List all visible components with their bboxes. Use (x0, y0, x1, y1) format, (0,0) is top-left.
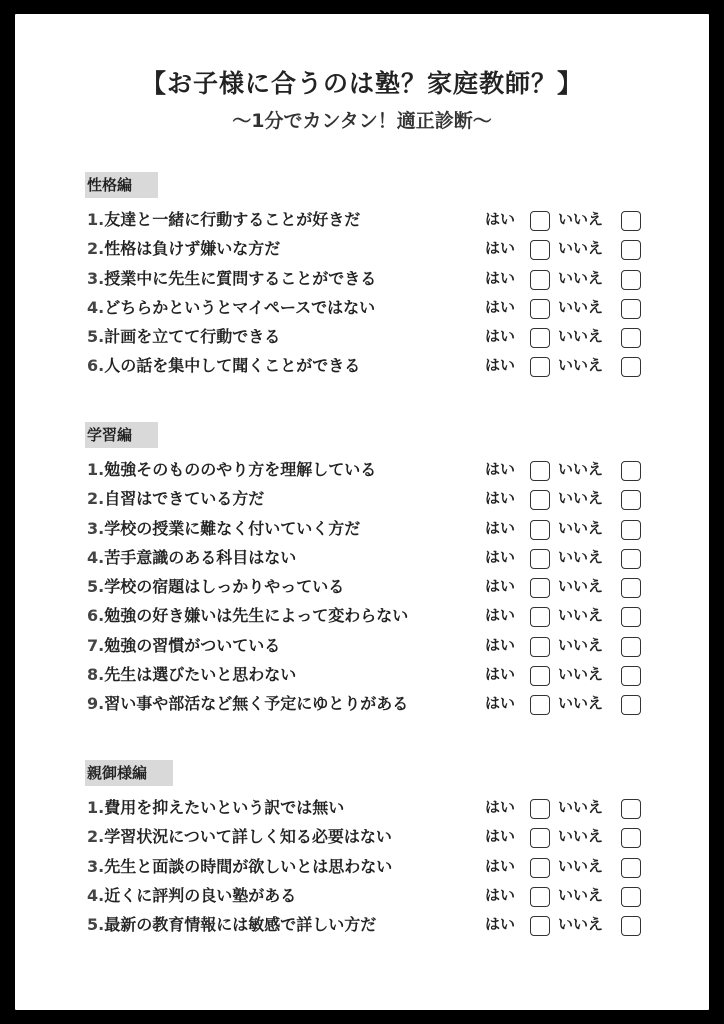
answer-yes-label: はい (485, 239, 516, 258)
question-text (87, 264, 376, 293)
question-label: 自習はできている方だ (104, 489, 265, 509)
question-number: 1. (87, 460, 105, 479)
answer-no-checkbox[interactable] (621, 549, 641, 569)
question-number: 1. (87, 798, 105, 817)
question-label: 性格は負けず嫌いな方だ (104, 239, 281, 259)
answer-yes-checkbox[interactable] (530, 299, 550, 319)
answer-yes-label: はい (485, 356, 516, 375)
answer-yes-label: はい (485, 635, 516, 654)
page-title: 【お子様に合うのは塾？家庭教師？】 (140, 69, 583, 98)
question-row (85, 205, 685, 234)
section-parents (85, 760, 685, 939)
answer-yes-label: はい (485, 827, 516, 846)
answer-no-label: いいえ (558, 239, 604, 258)
answer-no-checkbox[interactable] (621, 637, 641, 657)
question-row (85, 351, 685, 380)
answer-no-label: いいえ (558, 635, 604, 654)
answer-yes-checkbox[interactable] (530, 461, 550, 481)
question-number: 7. (87, 635, 105, 655)
answer-no-checkbox[interactable] (621, 490, 641, 510)
question-number: 5. (87, 577, 105, 597)
answer-no-label: いいえ (558, 518, 604, 537)
question-label: 費用を抑えたいという訳では無い (104, 798, 345, 817)
question-row (85, 484, 685, 513)
question-label: 最新の教育情報には敏感で詳しい方だ (104, 915, 377, 935)
answer-no-checkbox[interactable] (621, 299, 641, 319)
answer-no-checkbox[interactable] (621, 270, 641, 290)
answer-no-label: いいえ (558, 460, 604, 478)
question-label: 授業中に先生に質問することができる (104, 268, 377, 288)
question-row (85, 793, 685, 822)
question-row (85, 852, 685, 881)
question-number: 1. (87, 210, 105, 229)
answer-yes-checkbox[interactable] (530, 357, 550, 377)
answer-no-checkbox[interactable] (621, 858, 641, 878)
answer-no-label: いいえ (558, 210, 604, 228)
question-row (85, 660, 685, 689)
question-text (87, 322, 280, 351)
question-label: 学習状況について詳しく知る必要はない (104, 827, 392, 847)
question-label: 習い事や部活など無く予定にゆとりがある (104, 694, 409, 714)
worksheet-page (15, 14, 709, 1010)
answer-yes-checkbox[interactable] (530, 270, 550, 290)
question-text (87, 514, 360, 543)
section-study (85, 422, 685, 719)
question-number: 9. (87, 694, 105, 714)
answer-no-checkbox[interactable] (621, 240, 641, 260)
answer-no-checkbox[interactable] (621, 578, 641, 598)
question-text (87, 351, 360, 380)
answer-no-label: いいえ (558, 827, 604, 846)
answer-yes-label: はい (485, 297, 516, 316)
question-row (85, 631, 685, 660)
question-label: 人の話を集中して聞くことができる (104, 356, 361, 376)
answer-yes-checkbox[interactable] (530, 695, 550, 715)
answer-no-label: いいえ (558, 665, 604, 684)
question-number: 2. (87, 239, 105, 259)
question-text (87, 601, 408, 630)
answer-yes-label: はい (485, 606, 516, 625)
answer-yes-label: はい (485, 915, 516, 934)
answer-no-label: いいえ (558, 297, 604, 316)
answer-no-label: いいえ (558, 606, 604, 625)
question-row (85, 572, 685, 601)
question-text (87, 631, 280, 660)
section-personality (85, 172, 685, 381)
answer-yes-checkbox[interactable] (530, 916, 550, 936)
question-number: 2. (87, 827, 105, 847)
question-row (85, 264, 685, 293)
answer-yes-label: はい (485, 547, 516, 566)
answer-no-label: いいえ (558, 694, 604, 713)
answer-no-checkbox[interactable] (621, 799, 641, 819)
answer-yes-checkbox[interactable] (530, 666, 550, 686)
answer-yes-label: はい (485, 327, 516, 346)
answer-yes-checkbox[interactable] (530, 578, 550, 598)
answer-no-label: いいえ (558, 856, 604, 875)
section-label: 学習編 (85, 422, 158, 448)
question-text (87, 822, 392, 851)
answer-no-label: いいえ (558, 547, 604, 566)
question-label: 苦手意識のある科目はない (104, 547, 297, 567)
question-text (87, 793, 344, 822)
answer-no-checkbox[interactable] (621, 828, 641, 848)
answer-yes-label: はい (485, 694, 516, 713)
question-row (85, 601, 685, 630)
section-label: 親御様編 (85, 760, 173, 786)
question-text (87, 455, 376, 484)
answer-yes-label: はい (485, 268, 516, 287)
question-text (87, 910, 376, 939)
question-row (85, 514, 685, 543)
answer-no-checkbox[interactable] (621, 695, 641, 715)
answer-no-label: いいえ (558, 268, 604, 287)
question-label: 先生と面談の時間が欲しいとは思わない (104, 856, 393, 876)
question-row (85, 822, 685, 851)
question-number: 6. (87, 356, 105, 376)
question-label: 友達と一緒に行動することが好きだ (104, 210, 361, 229)
answer-yes-label: はい (485, 798, 516, 816)
answer-no-checkbox[interactable] (621, 887, 641, 907)
question-number: 3. (87, 518, 105, 538)
answer-no-checkbox[interactable] (621, 520, 641, 540)
question-number: 2. (87, 489, 105, 509)
question-number: 4. (87, 547, 105, 567)
answer-yes-checkbox[interactable] (530, 328, 550, 348)
question-text (87, 689, 408, 718)
question-row (85, 689, 685, 718)
answer-yes-label: はい (485, 518, 516, 537)
answer-yes-label: はい (485, 577, 516, 596)
question-text (87, 234, 280, 263)
question-number: 3. (87, 856, 105, 876)
question-row (85, 543, 685, 572)
answer-yes-label: はい (485, 665, 516, 684)
answer-no-label: いいえ (558, 798, 604, 816)
answer-yes-checkbox[interactable] (530, 858, 550, 878)
answer-no-checkbox[interactable] (621, 461, 641, 481)
answer-yes-checkbox[interactable] (530, 887, 550, 907)
answer-yes-checkbox[interactable] (530, 607, 550, 627)
question-label: どちらかというとマイペースではない (104, 297, 376, 317)
question-label: 近くに評判の良い塾がある (104, 885, 297, 905)
question-text (87, 484, 264, 513)
answer-no-checkbox[interactable] (621, 211, 641, 231)
question-number: 8. (87, 665, 105, 685)
answer-yes-checkbox[interactable] (530, 240, 550, 260)
answer-no-checkbox[interactable] (621, 666, 641, 686)
question-number: 6. (87, 606, 105, 626)
answer-yes-checkbox[interactable] (530, 490, 550, 510)
answer-yes-checkbox[interactable] (530, 549, 550, 569)
question-label: 学校の宿題はしっかりやっている (104, 577, 345, 597)
question-row (85, 881, 685, 910)
question-row (85, 293, 685, 322)
answer-no-checkbox[interactable] (621, 916, 641, 936)
answer-yes-label: はい (485, 460, 516, 478)
question-text (87, 881, 296, 910)
answer-yes-label: はい (485, 210, 516, 228)
question-number: 4. (87, 885, 105, 905)
answer-no-checkbox[interactable] (621, 607, 641, 627)
question-label: 勉強そのもののやり方を理解している (104, 460, 377, 479)
question-row (85, 455, 685, 484)
answer-yes-checkbox[interactable] (530, 520, 550, 540)
question-label: 学校の授業に難なく付いていく方だ (104, 518, 361, 538)
answer-no-label: いいえ (558, 356, 604, 375)
question-label: 勉強の好き嫌いは先生によって変わらない (104, 606, 409, 626)
section-label: 性格編 (85, 172, 158, 198)
answer-yes-label: はい (485, 856, 516, 875)
question-row (85, 910, 685, 939)
answer-no-checkbox[interactable] (621, 328, 641, 348)
answer-yes-checkbox[interactable] (530, 799, 550, 819)
answer-no-label: いいえ (558, 327, 604, 346)
answer-no-label: いいえ (558, 489, 604, 508)
question-text (87, 572, 344, 601)
page-subtitle: 〜1分でカンタン！適正診断〜 (232, 110, 492, 132)
answer-no-label: いいえ (558, 577, 604, 596)
question-label: 勉強の習慣がついている (104, 635, 281, 655)
answer-no-label: いいえ (558, 915, 604, 934)
answer-yes-label: はい (485, 885, 516, 904)
question-row (85, 234, 685, 263)
answer-yes-checkbox[interactable] (530, 828, 550, 848)
question-text (87, 293, 375, 322)
question-text (87, 205, 360, 234)
question-number: 4. (87, 297, 105, 317)
answer-yes-label: はい (485, 489, 516, 508)
question-label: 計画を立てて行動できる (104, 327, 281, 347)
question-text (87, 852, 392, 881)
question-text (87, 543, 296, 572)
answer-yes-checkbox[interactable] (530, 211, 550, 231)
answer-no-label: いいえ (558, 885, 604, 904)
answer-no-checkbox[interactable] (621, 357, 641, 377)
answer-yes-checkbox[interactable] (530, 637, 550, 657)
question-label: 先生は選びたいと思わない (104, 665, 297, 685)
question-number: 5. (87, 915, 105, 935)
question-number: 3. (87, 268, 105, 288)
question-row (85, 322, 685, 351)
question-number: 5. (87, 327, 105, 347)
question-text (87, 660, 296, 689)
